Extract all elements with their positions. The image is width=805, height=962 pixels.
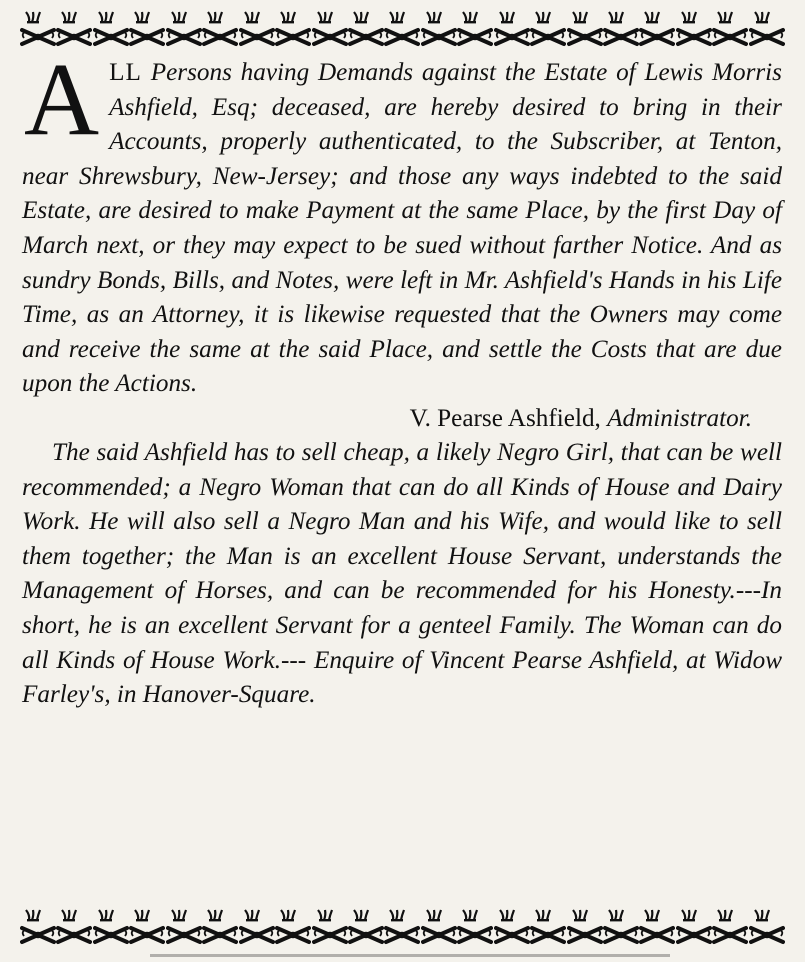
fleuron-ornament-icon — [239, 906, 275, 946]
fleuron-ornament-icon — [384, 906, 420, 946]
fleuron-ornament-icon — [494, 8, 530, 48]
fleuron-ornament-icon — [20, 906, 56, 946]
fleuron-ornament-icon — [603, 906, 639, 946]
fleuron-ornament-icon — [384, 8, 420, 48]
fleuron-ornament-icon — [749, 906, 785, 946]
drop-cap: A — [24, 42, 100, 157]
fleuron-ornament-icon — [312, 8, 348, 48]
fleuron-ornament-icon — [639, 906, 675, 946]
fleuron-ornament-icon — [530, 8, 566, 48]
fleuron-ornament-icon — [56, 906, 92, 946]
fleuron-ornament-icon — [676, 8, 712, 48]
fleuron-ornament-icon — [712, 906, 748, 946]
fleuron-ornament-icon — [129, 8, 165, 48]
fleuron-ornament-icon — [567, 906, 603, 946]
top-ornament-border — [20, 6, 785, 50]
fleuron-ornament-icon — [494, 906, 530, 946]
fleuron-ornament-icon — [129, 906, 165, 946]
fleuron-ornament-icon — [457, 8, 493, 48]
fleuron-ornament-icon — [749, 8, 785, 48]
fleuron-ornament-icon — [603, 8, 639, 48]
fleuron-ornament-icon — [93, 906, 129, 946]
fleuron-ornament-icon — [275, 906, 311, 946]
notice-lead: LL — [109, 59, 151, 86]
fleuron-ornament-icon — [348, 8, 384, 48]
fleuron-ornament-icon — [166, 906, 202, 946]
signature-role: Administrator. — [607, 404, 752, 432]
fleuron-ornament-icon — [275, 8, 311, 48]
fleuron-ornament-icon — [348, 906, 384, 946]
fleuron-ornament-icon — [239, 8, 275, 48]
advertisement — [22, 42, 782, 713]
fleuron-ornament-icon — [166, 8, 202, 48]
fleuron-ornament-icon — [457, 906, 493, 946]
bottom-ornament-border — [20, 904, 785, 948]
estate-notice — [22, 42, 782, 402]
fleuron-ornament-icon — [202, 8, 238, 48]
signature-name: V. Pearse Ashfield, — [409, 404, 608, 432]
next-article-cutoff — [0, 950, 805, 962]
fleuron-ornament-icon — [202, 906, 238, 946]
fleuron-ornament-icon — [676, 906, 712, 946]
sale-notice: The said Ashfield has to sell cheap, a likely Negro Girl, that can be well recommended; a Negro Woman that can do all Kinds of House and Dairy Work. He will also sell a Negro Man and his Wife, and would like to sell them together; the Man is an excellent House Servant, understands the Management of Horses, and can be recommended for his Honesty.---In short, he is an excellent Servant for a genteel Family. The Woman can do all Kinds of House Work.--- Enquire of Vincent Pearse Ashfield, at Widow Farley's, in Hanover-Square. — [22, 438, 782, 709]
notice-body: Persons having Demands against the Estate of Lewis Morris Ashfield, Esq; deceased, are hereby desired to bring in their Accounts, properly authenticated, to the Subscriber, at Tenton, near Shrewsbury, New-Jersey; and those any ways indebted to the said Estate, are desired to make Payment at the same Place, by the first Day of March next, or they may expect to be sued without farther Notice. And as sundry Bonds, Bills, and Notes, were left in Mr. Ashfield's Hands in his Life Time, as an Attorney, it is likewise requested that the Owners may come and receive the same at the said Place, and settle the Costs that are due upon the Actions. — [22, 59, 782, 398]
fleuron-ornament-icon — [567, 8, 603, 48]
fleuron-ornament-icon — [639, 8, 675, 48]
fleuron-ornament-icon — [530, 906, 566, 946]
fleuron-ornament-icon — [421, 906, 457, 946]
fleuron-ornament-icon — [312, 906, 348, 946]
cutoff-rule — [150, 954, 670, 962]
fleuron-ornament-icon — [421, 8, 457, 48]
fleuron-ornament-icon — [712, 8, 748, 48]
signature — [22, 402, 752, 436]
